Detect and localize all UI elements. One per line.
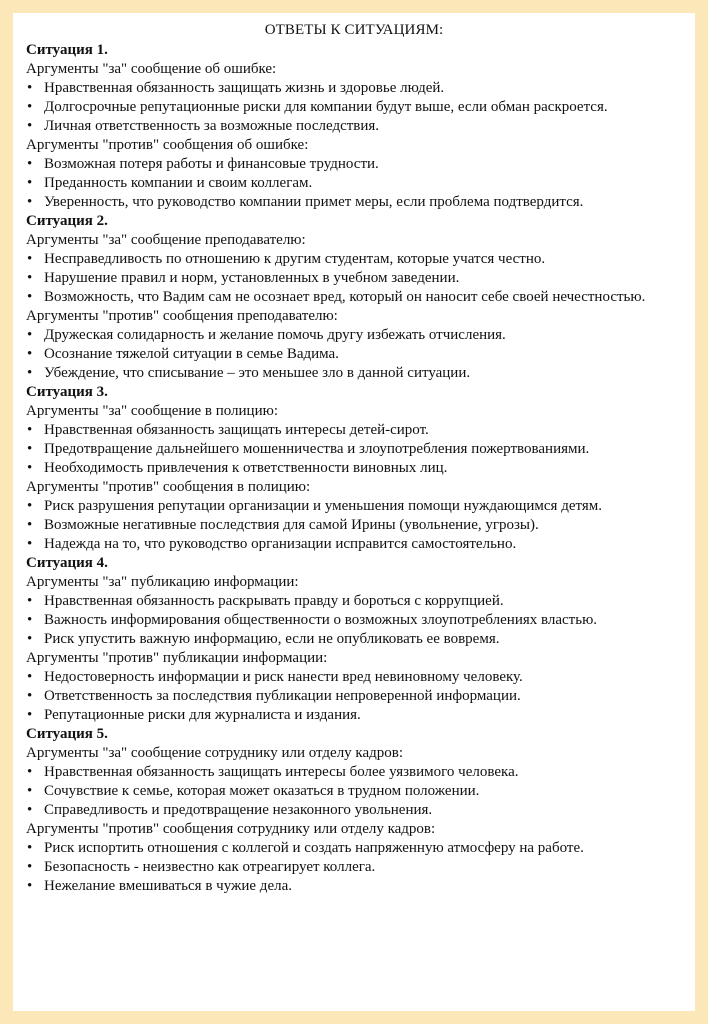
list-item: [26, 174, 682, 193]
argument-list: [26, 668, 682, 725]
bullet-icon: •: [27, 327, 33, 343]
bullet-icon: •: [27, 289, 33, 305]
arguments-against-heading: Аргументы "против" сообщения об ошибке:: [26, 137, 309, 153]
situations-list: [26, 41, 682, 896]
bullet-icon: •: [27, 764, 33, 780]
list-item-text: Справедливость и предотвращение незаконного увольнения.: [44, 802, 433, 818]
list-item: [26, 877, 682, 896]
argument-list: [26, 592, 682, 649]
list-item: [26, 497, 682, 516]
list-item: [26, 763, 682, 782]
list-item: [26, 117, 682, 136]
list-item: [26, 839, 682, 858]
list-item: [26, 440, 682, 459]
list-item-text: Репутационные риски для журналиста и издания.: [44, 707, 361, 723]
list-item-text: Возможные негативные последствия для самой Ирины (увольнение, угрозы).: [44, 517, 539, 533]
list-item: [26, 516, 682, 535]
argument-list: [26, 497, 682, 554]
list-item-text: Предотвращение дальнейшего мошенничества и злоупотребления пожертвованиями.: [44, 441, 590, 457]
situation-title: Ситуация 4.: [26, 555, 108, 571]
list-item-text: Риск испортить отношения с коллегой и создать напряженную атмосферу на работе.: [44, 840, 584, 856]
argument-list: [26, 763, 682, 820]
bullet-icon: •: [27, 270, 33, 286]
bullet-icon: •: [27, 118, 33, 134]
situation-title: Ситуация 3.: [26, 384, 108, 400]
bullet-icon: •: [27, 441, 33, 457]
list-item-text: Необходимость привлечения к ответственности виновных лиц.: [44, 460, 448, 476]
list-item: [26, 155, 682, 174]
list-item-text: Риск разрушения репутации организации и уменьшения помощи нуждающимся детям.: [44, 498, 602, 514]
list-item-text: Несправедливость по отношению к другим студентам, которые учатся честно.: [44, 251, 546, 267]
list-item-text: Долгосрочные репутационные риски для компании будут выше, если обман раскроется.: [44, 99, 608, 115]
arguments-for-heading: Аргументы "за" сообщение сотруднику или отделу кадров:: [26, 745, 404, 761]
list-item: [26, 858, 682, 877]
bullet-icon: •: [27, 251, 33, 267]
list-item-text: Осознание тяжелой ситуации в семье Вадима.: [44, 346, 339, 362]
bullet-icon: •: [27, 878, 33, 894]
list-item-text: Убеждение, что списывание – это меньшее зло в данной ситуации.: [44, 365, 471, 381]
situation-section: [26, 41, 682, 212]
page-title: ОТВЕТЫ К СИТУАЦИЯМ:: [264, 22, 444, 38]
list-item-text: Сочувствие к семье, которая может оказаться в трудном положении.: [44, 783, 480, 799]
bullet-icon: •: [27, 612, 33, 628]
bullet-icon: •: [27, 422, 33, 438]
list-item: [26, 345, 682, 364]
bullet-icon: •: [27, 783, 33, 799]
bullet-icon: •: [27, 859, 33, 875]
list-item: [26, 326, 682, 345]
list-item-text: Нарушение правил и норм, установленных в учебном заведении.: [44, 270, 460, 286]
list-item-text: Риск упустить важную информацию, если не опубликовать ее вовремя.: [44, 631, 500, 647]
list-item: [26, 592, 682, 611]
list-item-text: Дружеская солидарность и желание помочь другу избежать отчисления.: [44, 327, 506, 343]
situation-title: Ситуация 2.: [26, 213, 108, 229]
list-item: [26, 364, 682, 383]
list-item-text: Возможная потеря работы и финансовые трудности.: [44, 156, 379, 172]
list-item-text: Нежелание вмешиваться в чужие дела.: [44, 878, 292, 894]
list-item: [26, 288, 682, 307]
list-item-text: Надежда на то, что руководство организации исправится самостоятельно.: [44, 536, 517, 552]
bullet-icon: •: [27, 593, 33, 609]
argument-list: [26, 250, 682, 307]
arguments-for-heading: Аргументы "за" публикацию информации:: [26, 574, 299, 590]
list-item: [26, 630, 682, 649]
arguments-against-heading: Аргументы "против" сообщения в полицию:: [26, 479, 311, 495]
situation-title: Ситуация 1.: [26, 42, 108, 58]
list-item-text: Нравственная обязанность защищать жизнь и здоровье людей.: [44, 80, 445, 96]
list-item-text: Ответственность за последствия публикации непроверенной информации.: [44, 688, 521, 704]
list-item: [26, 801, 682, 820]
list-item-text: Важность информирования общественности о возможных злоупотреблениях властью.: [44, 612, 598, 628]
list-item: [26, 611, 682, 630]
argument-list: [26, 421, 682, 478]
list-item-text: Уверенность, что руководство компании примет меры, если проблема подтвердится.: [44, 194, 584, 210]
list-item: [26, 782, 682, 801]
bullet-icon: •: [27, 707, 33, 723]
list-item-text: Нравственная обязанность защищать интересы детей-сирот.: [44, 422, 429, 438]
situation-title: Ситуация 5.: [26, 726, 108, 742]
bullet-icon: •: [27, 346, 33, 362]
list-item: [26, 421, 682, 440]
bullet-icon: •: [27, 156, 33, 172]
list-item-text: Возможность, что Вадим сам не осознает вред, который он наносит себе своей нечестностью.: [44, 289, 646, 305]
bullet-icon: •: [27, 517, 33, 533]
list-item: [26, 668, 682, 687]
argument-list: [26, 839, 682, 896]
list-item-text: Нравственная обязанность раскрывать правду и бороться с коррупцией.: [44, 593, 504, 609]
list-item: [26, 79, 682, 98]
list-item-text: Недостоверность информации и риск нанести вред невиновному человеку.: [44, 669, 523, 685]
list-item: [26, 459, 682, 478]
situation-section: [26, 212, 682, 383]
argument-list: [26, 79, 682, 136]
argument-list: [26, 326, 682, 383]
bullet-icon: •: [27, 536, 33, 552]
arguments-against-heading: Аргументы "против" сообщения сотруднику или отделу кадров:: [26, 821, 436, 837]
bullet-icon: •: [27, 669, 33, 685]
list-item-text: Личная ответственность за возможные последствия.: [44, 118, 380, 134]
list-item-text: Преданность компании и своим коллегам.: [44, 175, 313, 191]
bullet-icon: •: [27, 99, 33, 115]
list-item: [26, 706, 682, 725]
arguments-against-heading: Аргументы "против" сообщения преподавателю:: [26, 308, 338, 324]
list-item: [26, 535, 682, 554]
list-item: [26, 687, 682, 706]
list-item: [26, 269, 682, 288]
list-item: [26, 98, 682, 117]
arguments-against-heading: Аргументы "против" публикации информации:: [26, 650, 328, 666]
situation-section: [26, 725, 682, 896]
bullet-icon: •: [27, 631, 33, 647]
argument-list: [26, 155, 682, 212]
bullet-icon: •: [27, 175, 33, 191]
arguments-for-heading: Аргументы "за" сообщение об ошибке:: [26, 61, 277, 77]
arguments-for-heading: Аргументы "за" сообщение в полицию:: [26, 403, 278, 419]
bullet-icon: •: [27, 840, 33, 856]
bullet-icon: •: [27, 365, 33, 381]
bullet-icon: •: [27, 802, 33, 818]
bullet-icon: •: [27, 460, 33, 476]
document-page: [13, 13, 695, 1011]
bullet-icon: •: [27, 498, 33, 514]
bullet-icon: •: [27, 80, 33, 96]
list-item-text: Безопасность - неизвестно как отреагирует коллега.: [44, 859, 376, 875]
list-item: [26, 193, 682, 212]
arguments-for-heading: Аргументы "за" сообщение преподавателю:: [26, 232, 306, 248]
bullet-icon: •: [27, 688, 33, 704]
situation-section: [26, 383, 682, 554]
situation-section: [26, 554, 682, 725]
list-item: [26, 250, 682, 269]
bullet-icon: •: [27, 194, 33, 210]
list-item-text: Нравственная обязанность защищать интересы более уязвимого человека.: [44, 764, 519, 780]
